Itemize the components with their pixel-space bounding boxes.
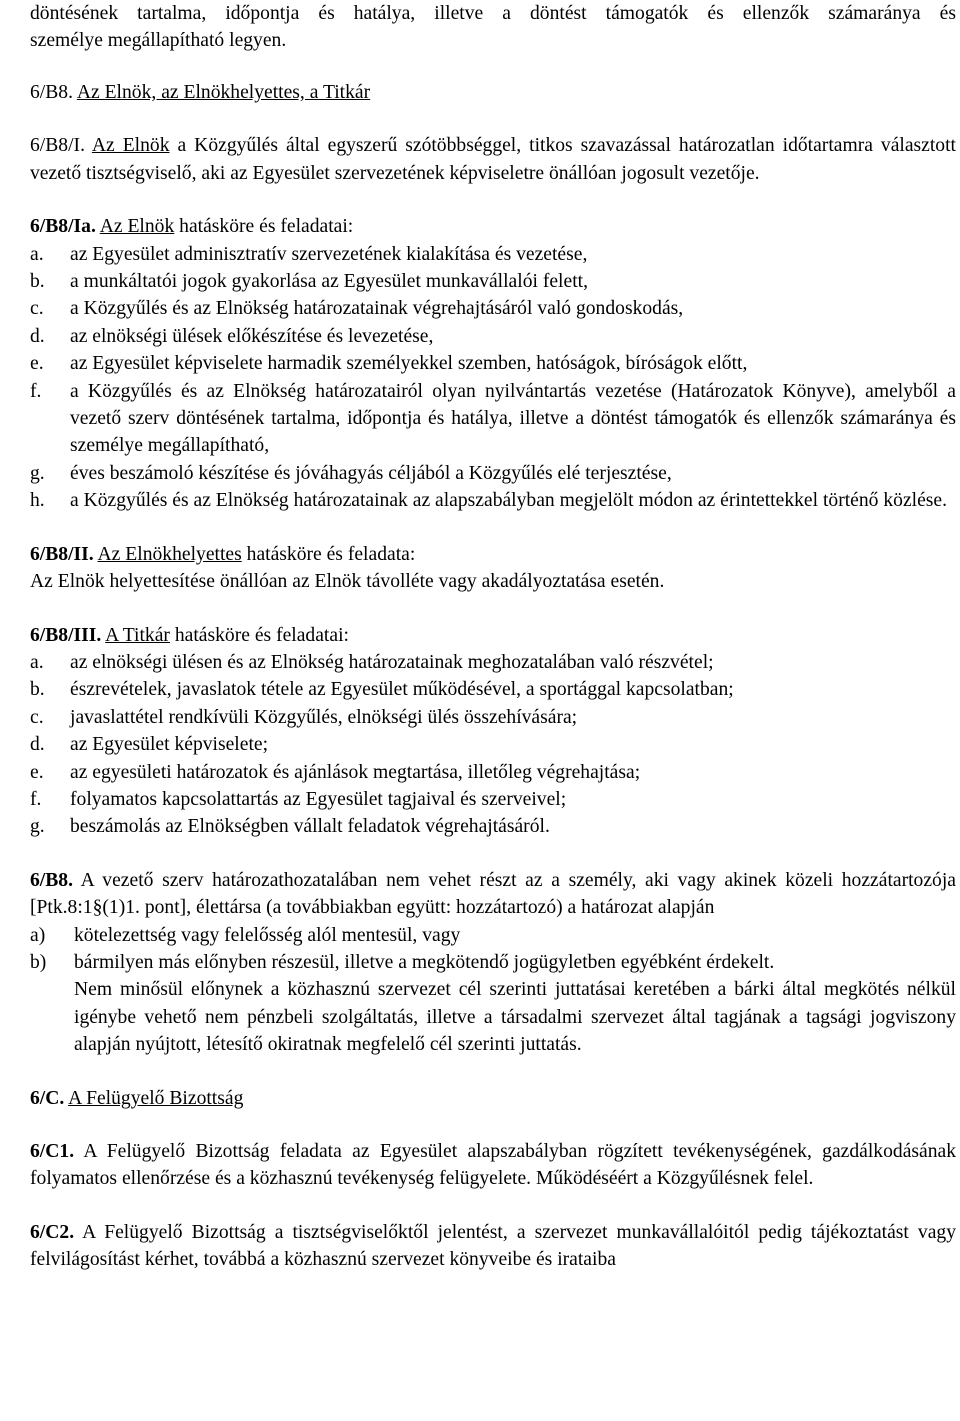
list-item <box>30 378 956 460</box>
section-title: hatásköre és feladata: <box>246 543 416 565</box>
list-item <box>30 922 956 949</box>
section-text: a Közgyűlés által egyszerű szótöbbséggel, titkos szavazással határozatlan időtartamra választott vezető tisztségviselő, aki az Egyesület szervezetének képviseletre önállóan jogosult vezetője. <box>30 135 956 184</box>
list-text: kötelezettség vagy felelősség alól mentesül, vagy <box>74 924 461 946</box>
list-text: beszámolás az Elnökségben vállalt feladatok végrehajtásáról. <box>70 816 550 838</box>
list-continuation: Nem minősül előnynek a közhasznú szervezet cél szerinti juttatásai keretében a bárki által megkötés nélkül igénybe vehető nem pénzbeli szolgáltatás, illetve a társadalmi szervezet által tagjának a tagsági jogviszony alapján nyújtott, létesítő okiratnak megfelelő cél szerinti juttatás. <box>74 979 956 1056</box>
section-title: A Felügyelő Bizottság <box>68 1087 244 1109</box>
list-b8-conflict <box>30 922 956 1059</box>
section-c2 <box>30 1219 956 1274</box>
list-text: az egyesületi határozatok és ajánlások megtartása, illetőleg végrehajtása; <box>70 761 641 783</box>
section-number: 6/B8/II. <box>30 543 94 565</box>
section-text: A Felügyelő Bizottság feladata az Egyesület alapszabályban rögzített tevékenységének, gazdálkodásának folyamatos ellenőrzése és a közhasznú tevékenység felügyelete. Működéséért a Közgyűlésnek felel. <box>30 1141 956 1190</box>
section-number: 6/C. <box>30 1087 65 1109</box>
list-item <box>30 295 956 322</box>
list-text: bármilyen más előnyben részesül, illetve a megkötendő jogügyletben egyébként érdekelt. <box>74 951 775 973</box>
list-item <box>30 813 956 840</box>
list-text: a Közgyűlés és az Elnökség határozatainak az alapszabályban megjelölt módon az érintettekkel történő közlése. <box>70 490 948 512</box>
document-page <box>30 0 956 1274</box>
list-marker: e. <box>30 353 44 375</box>
list-marker: a. <box>30 243 44 265</box>
section-title: Az Elnök, az Elnökhelyettes, a Titkár <box>76 82 371 103</box>
section-number: 6/B8/I. <box>30 135 85 157</box>
section-heading-b8-iii <box>30 622 956 649</box>
list-marker: b) <box>30 951 47 973</box>
list-text: éves beszámoló készítése és jóváhagyás céljából a Közgyűlés elé terjesztése, <box>70 462 672 484</box>
list-item <box>30 649 956 676</box>
list-marker: g. <box>30 462 45 484</box>
list-marker: a. <box>30 651 44 673</box>
list-text: az Egyesület adminisztratív szervezetének kialakítása és vezetése, <box>70 243 588 265</box>
list-marker: f. <box>30 380 42 402</box>
list-item <box>30 460 956 487</box>
section-title: hatásköre és feladatai: <box>179 216 354 238</box>
list-marker: e. <box>30 761 44 783</box>
list-text: javaslattétel rendkívüli Közgyűlés, elnökségi ülés összehívására; <box>70 706 578 728</box>
section-text: Az Elnök helyettesítése önállóan az Elnök távolléte vagy akadályoztatása esetén. <box>30 571 665 593</box>
list-marker: a) <box>30 924 46 946</box>
list-text: a munkáltatói jogok gyakorlása az Egyesület munkavállalói felett, <box>70 271 588 293</box>
list-text: észrevételek, javaslatok tétele az Egyesület működésével, a sportággal kapcsolatban; <box>70 679 734 701</box>
list-item <box>30 704 956 731</box>
list-item <box>30 241 956 268</box>
list-marker: g. <box>30 816 45 838</box>
list-marker: b. <box>30 271 45 293</box>
list-text: az elnökségi ülésen és az Elnökség határozatainak meghozatalában való részvétel; <box>70 651 714 673</box>
section-text: A Felügyelő Bizottság a tisztségviselőktől jelentést, a szervezet munkavállalóitól pedig tájékoztatást vagy felvilágosítást kérhet, továbbá a közhasznú szervezet könyveibe és irataiba <box>30 1221 956 1271</box>
section-number: 6/B8/III. <box>30 624 102 646</box>
list-marker: c. <box>30 706 44 728</box>
list-marker: h. <box>30 490 45 512</box>
section-number: 6/C1. <box>30 1141 75 1162</box>
section-heading-c <box>30 1085 956 1112</box>
list-item <box>30 949 956 976</box>
section-number: 6/B8. <box>30 82 74 103</box>
list-item <box>30 759 956 786</box>
list-item <box>30 268 956 295</box>
list-marker: d. <box>30 734 45 756</box>
section-c1 <box>30 1138 956 1193</box>
list-b8-ia <box>30 241 956 515</box>
list-marker: d. <box>30 325 45 347</box>
subject: Az Elnök <box>91 135 170 157</box>
section-heading-b8-ia <box>30 213 956 240</box>
subject: Az Elnökhelyettes <box>97 543 242 565</box>
section-heading-b8-ii <box>30 541 956 568</box>
intro-paragraph <box>30 0 956 55</box>
list-text: az Egyesület képviselete; <box>70 734 269 756</box>
list-item <box>30 786 956 813</box>
list-text: az elnökségi ülések előkészítése és levezetése, <box>70 325 434 347</box>
list-text: a Közgyűlés és az Elnökség határozatairól olyan nyilvántartás vezetése (Határozatok Könyve), amelyből a vezető szerv döntésének tartalma, időpontja és hatálya, illetve a döntést támogatók és ellenzők számaránya és személye megállapítható, <box>70 380 956 457</box>
section-number: 6/B8/Ia. <box>30 216 96 238</box>
list-marker: c. <box>30 298 44 320</box>
section-number: 6/B8. <box>30 869 74 891</box>
list-text: az Egyesület képviselete harmadik személyekkel szemben, hatóságok, bíróságok előtt, <box>70 353 748 375</box>
subject: A Titkár <box>105 624 170 646</box>
list-marker: f. <box>30 788 42 810</box>
list-text: a Közgyűlés és az Elnökség határozatainak végrehajtásáról való gondoskodás, <box>70 298 684 320</box>
section-b8-i <box>30 132 956 187</box>
intro-line: személye megállapítható legyen. <box>30 30 287 52</box>
section-number: 6/C2. <box>30 1221 75 1243</box>
section-title: hatásköre és feladatai: <box>174 624 349 646</box>
list-text: folyamatos kapcsolattartás az Egyesület tagjaival és szerveivel; <box>70 788 567 810</box>
section-text: A vezető szerv határozathozatalában nem vehet részt az a személy, aki vagy akinek közeli hozzátartozója [Ptk.8:1§(1)1. pont], élettársa (a továbbiakban együtt: hozzátartozó) a határozat alapján <box>30 869 956 919</box>
list-item <box>30 731 956 758</box>
intro-line: döntésének tartalma, időpontja és hatálya, illetve a döntést támogatók és ellenzők számaránya és <box>30 3 956 24</box>
list-item <box>30 676 956 703</box>
section-b8-conflict <box>30 867 956 922</box>
list-item <box>30 487 956 514</box>
subject: Az Elnök <box>99 216 175 238</box>
section-heading-b8 <box>30 79 956 106</box>
list-item <box>30 350 956 377</box>
list-b8-iii <box>30 649 956 841</box>
list-item <box>30 323 956 350</box>
list-marker: b. <box>30 679 45 701</box>
